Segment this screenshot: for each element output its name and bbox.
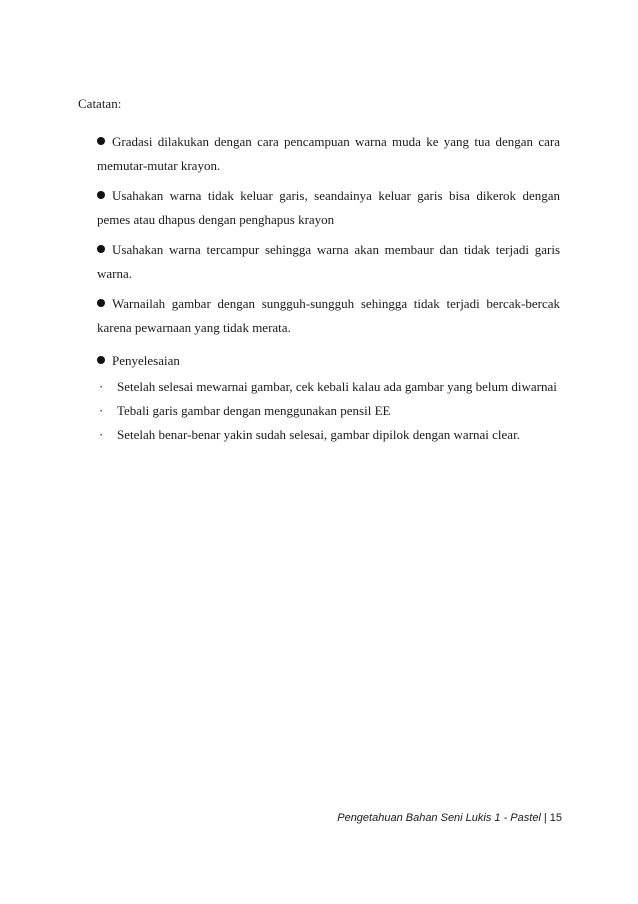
list-item (99, 423, 569, 447)
page-footer (300, 811, 562, 825)
step-text: Tebali garis gambar dengan menggunakan pensil EE (117, 403, 391, 418)
list-item (99, 375, 569, 399)
note-text: Usahakan warna tidak keluar garis, seandainya keluar garis bisa dikerok dengan pemes atau dhapus dengan penghapus krayon (97, 188, 560, 227)
note-text: Penyelesaian (112, 353, 180, 368)
bullet-icon (97, 299, 105, 307)
step-text: Setelah selesai mewarnai gambar, cek kebali kalau ada gambar yang belum diwarnai (117, 379, 557, 394)
middle-dot-icon: · (99, 427, 104, 442)
bullet-icon (97, 356, 105, 364)
footer-separator: | (543, 812, 547, 824)
finishing-steps-list (99, 375, 569, 447)
note-text: Gradasi dilakukan dengan cara pencampuan warna muda ke yang tua dengan cara memutar-mutar krayon. (97, 134, 560, 173)
note-item (97, 292, 560, 340)
step-text: Setelah benar-benar yakin sudah selesai, gambar dipilok dengan warnai clear. (117, 427, 520, 442)
footer-title: Pengetahuan Bahan Seni Lukis 1 - Pastel (337, 812, 541, 824)
note-text: Usahakan warna tercampur sehingga warna akan membaur dan tidak terjadi garis warna. (97, 242, 560, 281)
note-item (97, 349, 560, 373)
notes-heading: Catatan: (78, 96, 122, 111)
bullet-icon (97, 137, 105, 145)
bullet-icon (97, 191, 105, 199)
list-item (99, 399, 569, 423)
note-item (97, 130, 560, 178)
middle-dot-icon: · (99, 379, 104, 394)
note-item (97, 184, 560, 232)
note-text: Warnailah gambar dengan sungguh-sungguh sehingga tidak terjadi bercak-bercak karena pewarnaan yang tidak merata. (97, 296, 560, 335)
bullet-icon (97, 245, 105, 253)
middle-dot-icon: · (99, 403, 104, 418)
page-number: 15 (549, 812, 562, 824)
note-item (97, 238, 560, 286)
